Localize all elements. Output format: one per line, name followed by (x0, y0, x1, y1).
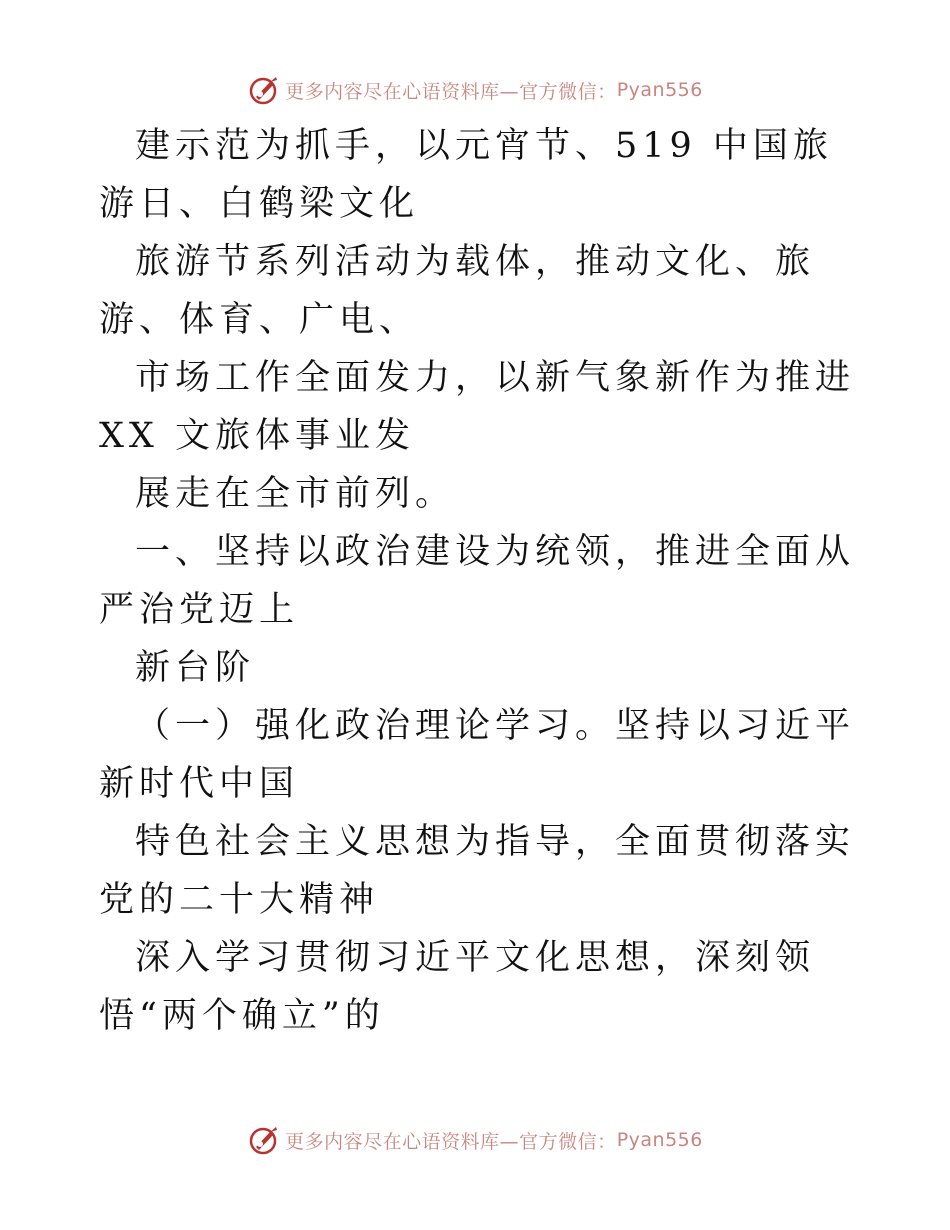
section-heading: 一、坚持以政治建设为统领，推进全面从严治党迈上 (99, 532, 856, 630)
watermark-wechat-id: Pyan556 (616, 79, 703, 101)
section-heading-continued: 新台阶 (135, 648, 256, 688)
watermark-text-secondary: 官方微信： (519, 1130, 617, 1153)
paragraph: 展走在全市前列。 (135, 474, 456, 514)
paragraph: 市场工作全面发力，以新气象新作为推进 XX 文旅体事业发 (99, 358, 856, 456)
header-watermark-banner (0, 70, 950, 110)
footer-watermark-banner (0, 1120, 950, 1160)
document-body (99, 117, 859, 1045)
watermark-wechat-id: Pyan556 (616, 1129, 703, 1151)
quill-seal-icon (247, 1123, 281, 1157)
watermark-text-secondary: 官方微信： (519, 80, 617, 103)
paragraph: 建示范为抓手，以元宵节、519 中国旅游日、白鹤梁文化 (99, 126, 833, 224)
paragraph: 特色社会主义思想为指导，全面贯彻落实党的二十大精神 (99, 822, 856, 920)
quill-seal-icon (247, 73, 281, 107)
subsection-heading: （一）强化政治理论学习。坚持以习近平新时代中国 (99, 706, 856, 804)
watermark-text-primary: 更多内容尽在心语资料库— (285, 1130, 520, 1153)
watermark-text-primary: 更多内容尽在心语资料库— (285, 80, 520, 103)
paragraph: 深入学习贯彻习近平文化思想，深刻领悟“两个确立”的 (99, 938, 816, 1036)
paragraph: 旅游节系列活动为载体，推动文化、旅游、体育、广电、 (99, 242, 816, 340)
